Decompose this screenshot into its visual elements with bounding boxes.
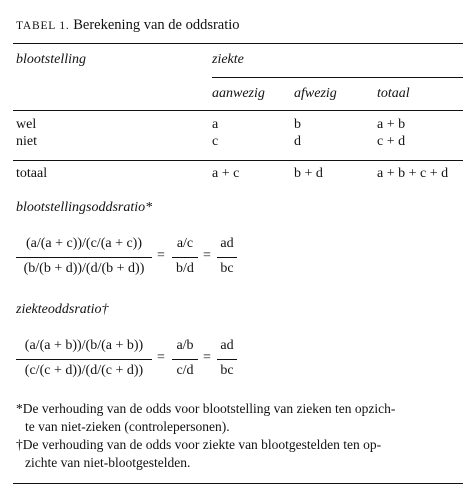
- table-cell: c: [212, 134, 219, 149]
- row-label-niet: niet: [16, 134, 37, 149]
- formula1-frac1-bar: [16, 257, 152, 258]
- formula1-frac2-numerator: a/c: [176, 236, 194, 251]
- caption-label: TABEL 1.: [16, 20, 70, 32]
- row-header: blootstelling: [16, 52, 86, 67]
- formula1-label: blootstellingsoddsratio*: [16, 200, 153, 215]
- header-rule: [13, 110, 463, 111]
- formula1-frac1-numerator: (a/(a + c))/(c/(a + c)): [25, 236, 143, 251]
- table-cell: d: [294, 134, 301, 149]
- group-header: ziekte: [212, 52, 244, 67]
- table-cell: a + c: [212, 166, 240, 181]
- column-header-totaal: totaal: [377, 86, 410, 101]
- formula2-frac2-denominator: c/d: [176, 363, 194, 378]
- formula2-frac2-bar: [172, 359, 198, 360]
- footnote-1-line-1: *De verhouding van de odds voor blootstelling van zieken ten opzich-: [16, 401, 396, 416]
- top-rule: [13, 43, 463, 44]
- row-label-totaal: totaal: [16, 166, 48, 181]
- formula1-frac3-bar: [217, 257, 237, 258]
- group-rule: [212, 77, 463, 78]
- footnote-2-line-1: †De verhouding van de odds voor ziekte van blootgestelden ten op-: [16, 437, 382, 452]
- table-caption: [16, 17, 240, 34]
- formula2-frac3-denominator: bc: [220, 363, 234, 378]
- table-cell: a + b + c + d: [377, 166, 449, 181]
- column-header-afwezig: afwezig: [294, 86, 337, 101]
- formula1-equals-1: =: [157, 248, 165, 263]
- footnote-1-line-2: te van niet-zieken (controlepersonen).: [25, 419, 230, 434]
- formula2-frac3-numerator: ad: [220, 338, 234, 353]
- formula1-equals-2: =: [203, 248, 211, 263]
- table-cell: c + d: [377, 134, 406, 149]
- formula1-frac3-denominator: bc: [220, 261, 234, 276]
- formula2-frac3-bar: [217, 359, 237, 360]
- formula1-frac2-denominator: b/d: [176, 261, 194, 276]
- formula2-equals-2: =: [203, 350, 211, 365]
- formula1-frac1-denominator: (b/(b + d))/(d/(b + d)): [23, 261, 145, 276]
- formula2-frac1-numerator: (a/(a + b))/(b/(a + b)): [24, 338, 144, 353]
- caption-title: Berekening van de oddsratio: [73, 17, 240, 33]
- table-cell: a: [212, 117, 219, 132]
- formula2-label: ziekteoddsratio†: [16, 302, 109, 317]
- table-cell: b + d: [294, 166, 323, 181]
- formula2-frac1-bar: [16, 359, 152, 360]
- total-rule: [13, 160, 463, 161]
- formula1-frac2-bar: [172, 257, 198, 258]
- formula2-frac2-numerator: a/b: [176, 338, 194, 353]
- formula2-frac1-denominator: (c/(c + d))/(d/(c + d)): [24, 363, 144, 378]
- formula1-frac3-numerator: ad: [220, 236, 234, 251]
- footnote-2-line-2: zichte van niet-blootgestelden.: [25, 455, 191, 470]
- table-cell: a + b: [377, 117, 406, 132]
- column-header-aanwezig: aanwezig: [212, 86, 265, 101]
- row-label-wel: wel: [16, 117, 37, 132]
- table-cell: b: [294, 117, 301, 132]
- bottom-rule: [13, 483, 463, 484]
- formula2-equals-1: =: [157, 350, 165, 365]
